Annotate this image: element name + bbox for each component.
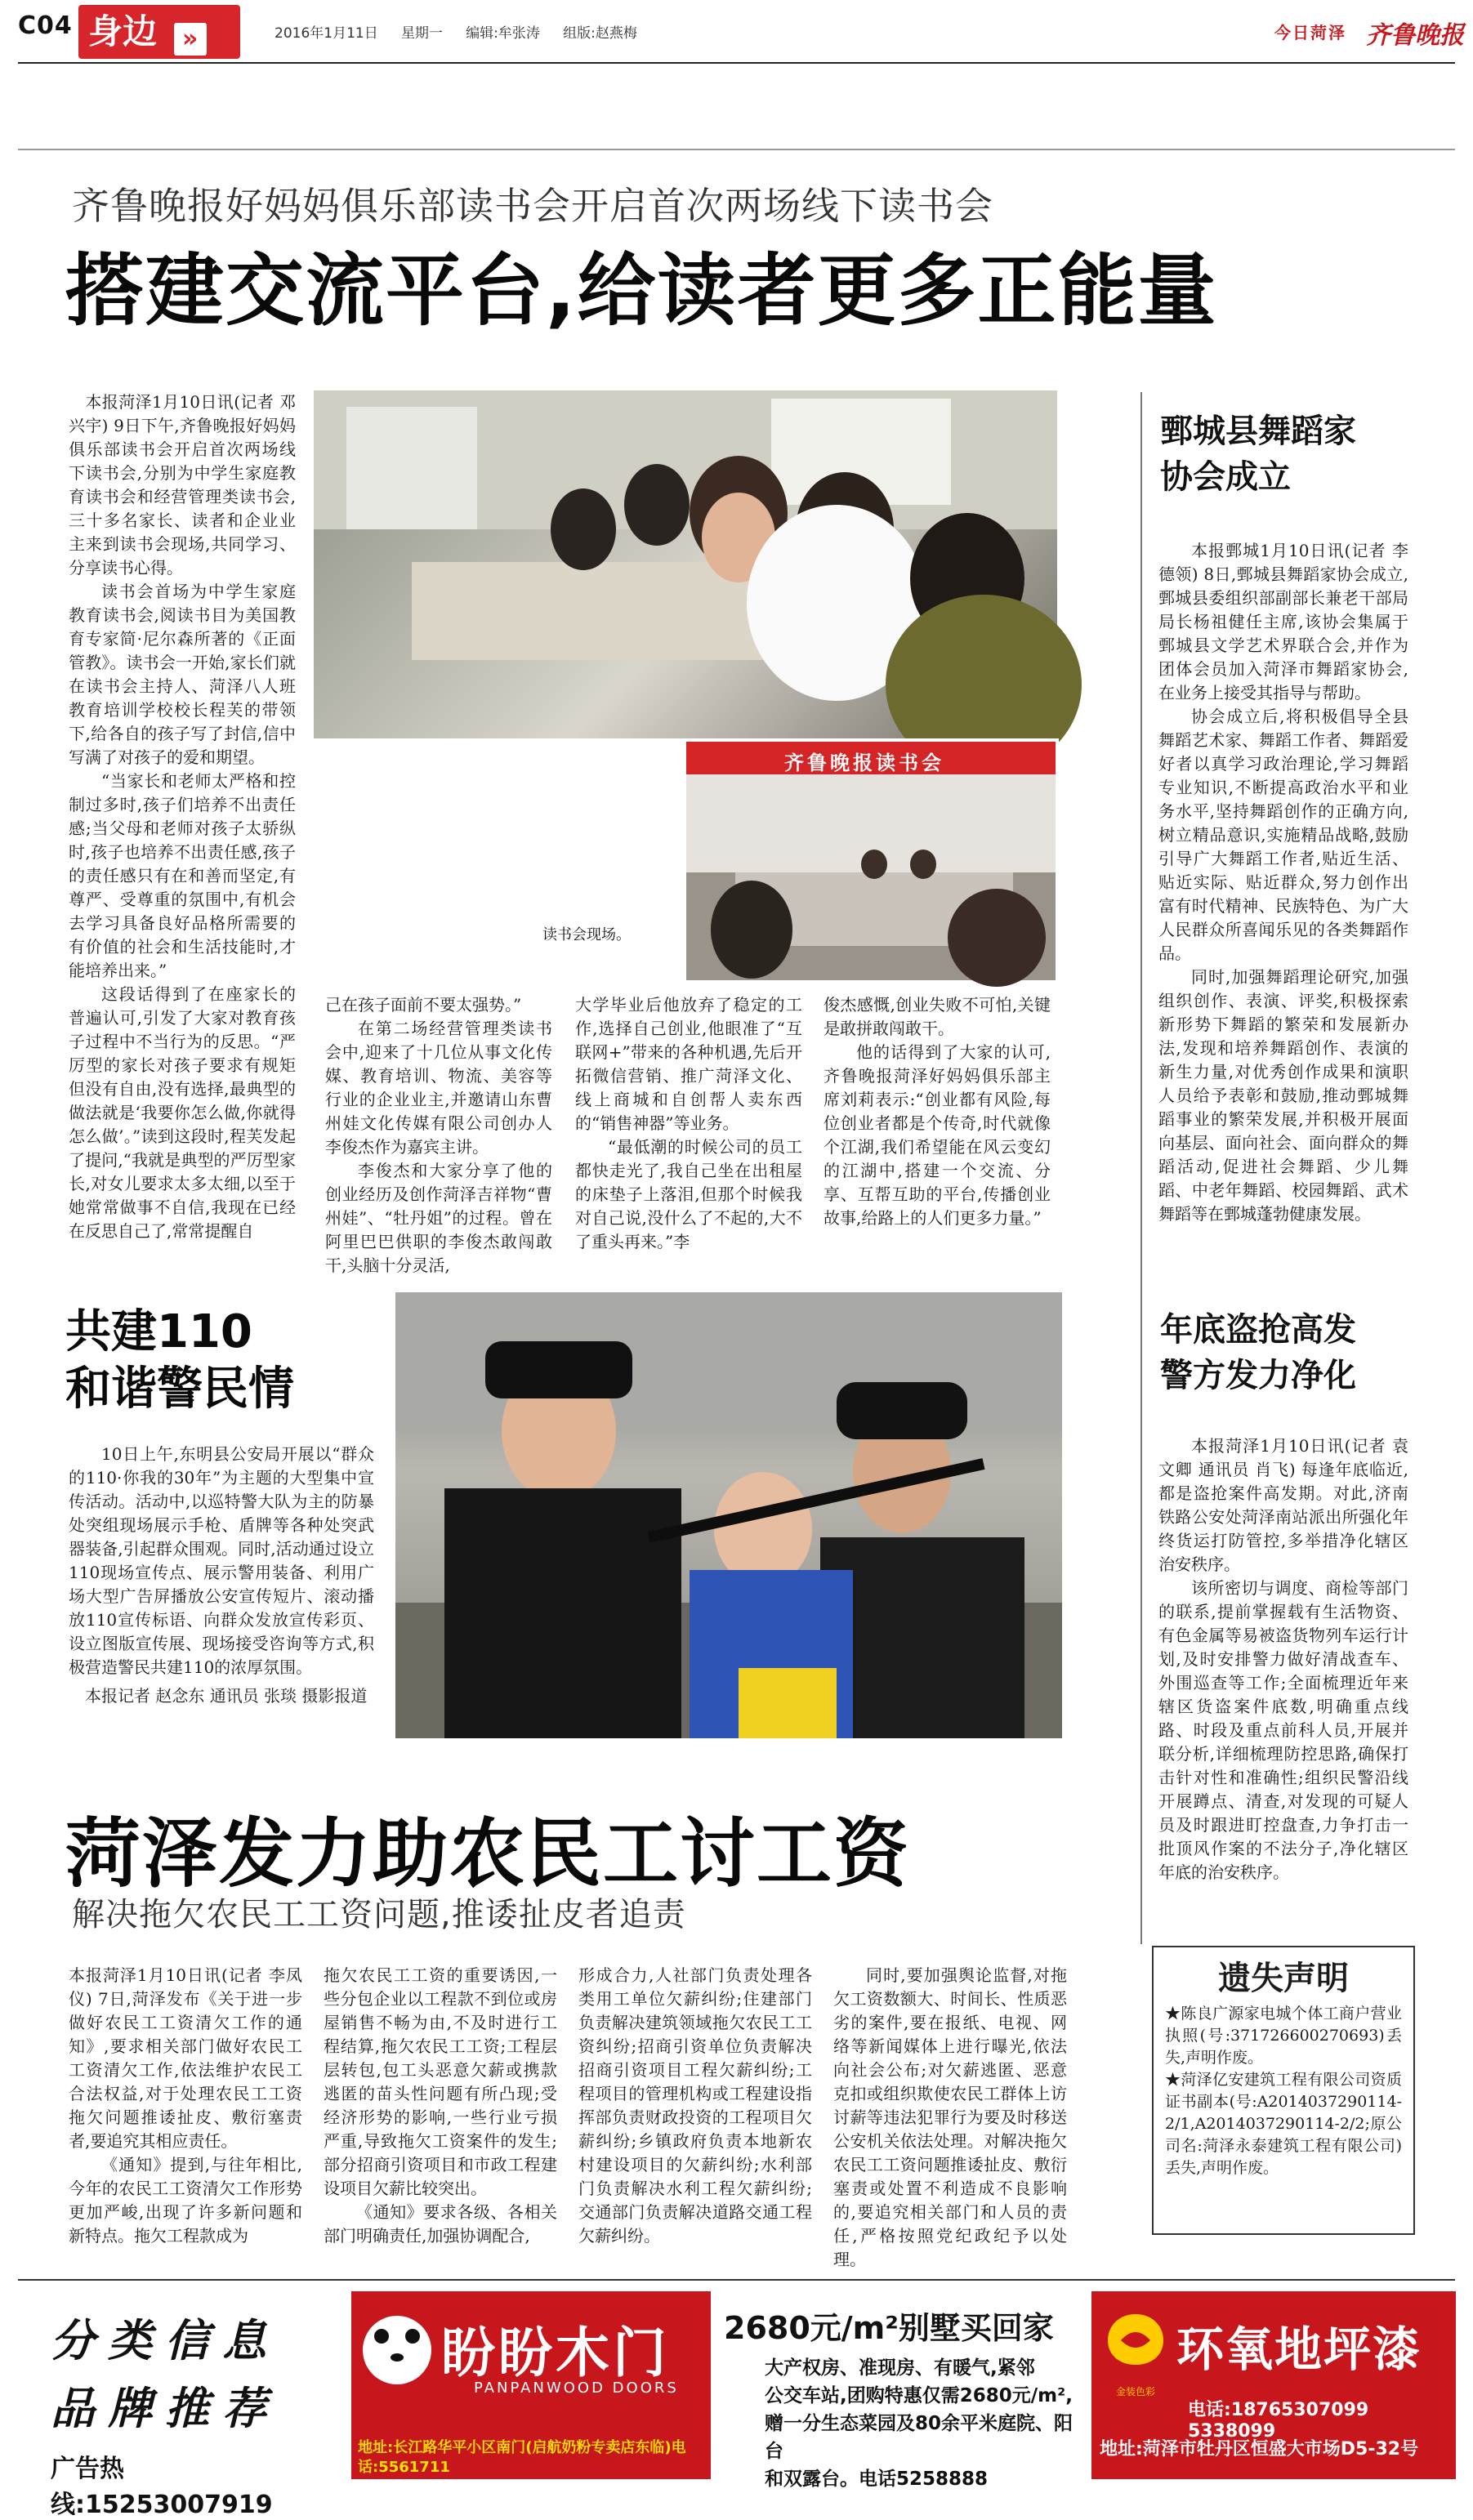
- lead-paragraph: 这段话得到了在座家长的普遍认可,引发了大家对教育孩子过程中不当行为的反思。“严厉型的家长对孩子要求有规矩但没有自由,没有选择,最典型的做法就是‘我要你怎么做,你就得怎么做’。”读到这段时,程芙发起了提问,“我就是典型的严厉型家长,对女儿要求太多太细,以至于她常常做事不自信,我现在已经在反思自己了,常常提醒自: [69, 984, 296, 1241]
- theft-headline: 年底盗抢高发 警方发力净化: [1160, 1311, 1356, 1394]
- reading-club-inset-art: [686, 742, 1056, 980]
- edition-name: 今日菏泽: [1274, 23, 1346, 42]
- masthead-meta: 2016年1月11日 星期一 编辑:牟张涛 组版:赵燕梅: [275, 25, 637, 42]
- dance-body: 本报鄄城1月10日讯(记者 李德领) 8日,鄄城县舞蹈家协会成立,鄄城县委组织部副部长兼老干部局局长杨祖健任主席,该协会集属于鄄城县文学艺术界联合会,并作为团体会员加入菏泽市舞蹈家协会,在业务上接受其指导与帮助。 协会成立后,将积极倡导全县舞蹈艺术家、舞蹈工作者、舞蹈爱好者以真学习政治理论,学习舞蹈专业知识,不断提高政治水平和业务水平,坚持舞蹈创作的正确方向,树立精品意识,实施精品战略,鼓励引导广大舞蹈工作者,贴近生活、贴近实际、贴近群众,努力创作出富有时代精神、民族特色、为广大人民群众所喜闻乐见的各类舞蹈作品。 同时,加强舞蹈理论研究,加强组织创作、表演、评奖,积极探索新形势下舞蹈的繁荣和发展新办法,发现和培养舞蹈创作、表演的新生力量,对优秀创作成果和演职人员给予表彰和鼓励,推动鄄城舞蹈事业的繁荣发展,并积极开展面向基层、面向社会、面向群众的舞蹈活动,促进社会舞蹈、少儿舞蹈、中老年舞蹈、校园舞蹈、武术舞蹈等在鄄城蓬勃健康发展。: [1158, 541, 1408, 1224]
- lead-paragraph: “当家长和老师太严格和控制过多时,孩子们培养不出责任感;当父母和老师对孩子太骄纵时,孩子也培养不出责任感,孩子的责任感只有在和善而坚定,有尊严、受尊重的氛围中,有机会去学习具备良好品格所需要的有价值的社会和生活技能时,才能培养出来。”: [69, 771, 296, 980]
- ad-classified[interactable]: [18, 2291, 345, 2519]
- paper-logo: 齐鲁晚报: [1366, 21, 1464, 50]
- police-headline: 共建110 和谐警民情: [65, 1305, 294, 1416]
- lead-paragraph: 读书会首场为中学生家庭教育读书会,阅读书目为美国教育专家简·尼尔森所著的《正面管教》。读书会一开始,家长们就在读书会主持人、菏泽八人班教育培训学校校长程芙的带领下,给各自的孩子写了封信,信中写满了对孩子的爱和期望。: [69, 582, 296, 767]
- lead-headline: 搭建交流平台,给读者更多正能量: [65, 245, 1218, 337]
- section-title: 身边: [88, 11, 158, 51]
- lead-kicker: 齐鲁晚报好妈妈俱乐部读书会开启首次两场线下读书会: [72, 184, 993, 228]
- wage-headline: 菏泽发力助农民工讨工资: [65, 1810, 911, 1898]
- ad-panpan-brand-en: PANPANWOOD DOORS: [474, 2380, 679, 2397]
- ad-hotline: 广告热线:15253007919: [51, 2455, 273, 2519]
- dance-headline: 鄄城县舞蹈家 协会成立: [1160, 413, 1356, 496]
- wage-column-4: 同时,要加强舆论监督,对拖欠工资数额大、时间长、性质恶劣的案件,要在报纸、电视、网络等新闻媒体上进行曝光,依法向社会公布;对欠薪逃匿、恶意克扣或组织欺使农民工群体上访讨薪等违法犯罪行为要及时移送公安机关依法处理。对解决拖欠农民工工资问题推诿扯皮、敷衍塞责或处置不利造成不良影响的,要追究相关部门和人员的责任,严格按照党纪政纪予以处理。: [833, 1965, 1067, 2269]
- lost-notice-item: ★菏泽亿安建筑工程有限公司资质证书副本(号:A2014037290114-2/1,A2014037290114-2/2;原公司名:菏泽永泰建筑工程有限公司)丢失,声明作废。: [1165, 2071, 1402, 2177]
- ad-villa-line: 公交车站,团购特惠仅需2680元/m²,: [765, 2385, 1073, 2406]
- ad-panpan-brand: 盼盼木门: [441, 2322, 670, 2384]
- ad-villa-price: 2680元/m²别墅买回家: [724, 2310, 1054, 2346]
- wage-subhead: 解决拖欠农民工工资问题,推诿扯皮者追责: [72, 1896, 686, 1933]
- right-column-rule: [1140, 392, 1142, 1944]
- masthead-rule-thin: [18, 149, 1455, 150]
- panda-logo-icon: [363, 2316, 431, 2384]
- lead-column-3: 大学毕业后他放弃了稳定的工作,选择自己创业,他眼准了“互联网+”带来的各种机遇,先后开拓微信营销、推广菏泽文化、线上商城和自创帮人卖东西的“销售神器”等业务。 “最低潮的时候公司的员工都快走光了,我自己坐在出租屋的床垫子上落泪,但那个时候我对自己说,没什么了不起的,大不了重头再来。”李: [575, 995, 802, 1251]
- wage-column-1: 本报菏泽1月10日讯(记者 李凤仪) 7日,菏泽发布《关于进一步做好农民工工资清欠工作的通知》,要求相关部门做好农民工工资清欠工作,依法维护农民工合法权益,对于处理农民工工资拖欠问题推诿扯皮、敷衍塞责者,要追究其相应责任。 《通知》提到,与往年相比,今年的农民工工资清欠工作形势更加严峻,出现了许多新问题和新特点。拖欠工程款成为: [69, 1965, 302, 2246]
- ad-epoxy-floor[interactable]: [1091, 2291, 1456, 2479]
- lead-column-4: 俊杰感慨,创业失败不可怕,关键是敢拼敢闯敢干。 他的话得到了大家的认可,齐鲁晚报菏泽好妈妈俱乐部主席刘莉表示:“创业都有风险,每位创业者都是个传奇,时代就像个江湖,我们希望能在风云变幻的江湖中,搭建一个交流、分享、互帮互助的平台,传播创业故事,给路上的人们更多力量。”: [824, 995, 1051, 1228]
- ad-villa[interactable]: [719, 2291, 1083, 2490]
- page-number: C04: [18, 11, 73, 40]
- ad-villa-line: 赠一分生态菜园及80余平米庭院、阳台: [765, 2413, 1074, 2462]
- ad-epoxy-title: 环氧地坪漆: [1176, 2322, 1422, 2377]
- theft-body: 本报菏泽1月10日讯(记者 袁文卿 通讯员 肖飞) 每逢年底临近,都是盗抢案件高发期。对此,济南铁路公安处菏泽南站派出所强化年终货运打防管控,多举措净化辖区治安秩序。 该所密切与调度、商检等部门的联系,提前掌握载有生活物资、有色金属等易被盗货物列车运行计划,及时安排警力做好清战查车、外围巡查等工作;全面梳理近年来辖区货盗案件底数,明确重点线路、时段及重点前科人员,开展并联分析,详细梳理防控思路,确保打击针对性和准确性;组织民警沿线开展蹲点、清查,对发现的可疑人员及时跟进盯控盘查,力争打击一批顶风作案的不法分子,净化辖区年底的治安秩序。: [1158, 1436, 1408, 1882]
- ad-classified-line1: 分类信息: [51, 2314, 279, 2366]
- lost-notice-item: ★陈良广源家电城个体工商户营业执照(号:371726600270693)丢失,声明作废。: [1165, 2005, 1402, 2067]
- ad-panpan-doors[interactable]: [351, 2291, 711, 2479]
- ad-panpan-address: 地址:长江路华平小区南门(启航奶粉专卖店东临)电话:5561711: [358, 2439, 686, 2476]
- wage-column-3: 形成合力,人社部门负责处理各类用工单位欠薪纠纷;住建部门负责解决建筑领域拖欠农民工工资纠纷;招商引资单位负责解决招商引资项目工程欠薪纠纷;工程项目的管理机构或工程建设指挥部负责财政投资的工程项目欠薪纠纷;乡镇政府负责本地新农村建设项目的欠薪纠纷;水利部门负责解决水利工程欠薪纠纷;交通部门负责解决道路交通工程欠薪纠纷。: [578, 1965, 812, 2246]
- reading-club-photo: [314, 390, 1057, 738]
- ad-epoxy-address: 地址:菏泽市牡丹区恒盛大市场D5-32号: [1100, 2439, 1419, 2460]
- police-byline: 本报记者 赵念东 通讯员 张琰 摄影报道: [85, 1686, 368, 1706]
- paint-logo-icon: [1103, 2308, 1168, 2397]
- ad-epoxy-tel: 电话:18765307099 5338099: [1188, 2400, 1369, 2442]
- police-body: 10日上午,东明县公安局开展以“群众的110·你我的30年”为主题的大型集中宣传活动。活动中,以巡特警大队为主的防暴处突组现场展示手枪、盾牌等各种处突武器装备,引起群众围观。同时,活动通过设立110现场宣传点、展示警用装备、利用广场大型广告屏播放公安宣传短片、滚动播放110宣传标语、向群众发放宣传彩页、设立图版宣传展、现场接受咨询等方式,积极营造警民共建110的浓厚氛围。: [69, 1444, 374, 1677]
- lost-notice-title: 遗失声明: [1218, 1960, 1349, 1997]
- lost-notice-box: [1152, 1946, 1415, 2235]
- lead-column-2: 己在孩子面前不要太强势。” 在第二场经营管理类读书会中,迎来了十几位从事文化传媒、教育培训、物流、美容等行业的企业业主,并邀请山东曹州娃文化传媒有限公司创办人李俊杰作为嘉宾主讲。 李俊杰和大家分享了他的创业经历及创作菏泽吉祥物“曹州娃”、“牡丹姐”的过程。曾在阿里巴巴供职的李俊杰敢闯敢干,头脑十分灵活,: [325, 995, 552, 1275]
- ad-villa-line: 大产权房、准现房、有暖气,紧邻: [765, 2357, 1035, 2379]
- ad-villa-line: 和双露台。电话5258888: [765, 2469, 989, 2490]
- lead-paragraph: 本报菏泽1月10日讯(记者 邓兴宇) 9日下午,齐鲁晚报好妈妈俱乐部读书会开启首次两场线下读书会,分别为中学生家庭教育读书会和经营管理类读书会,三十多名家长、读者和企业业主来到读书会现场,共同学习、分享读书心得。: [69, 392, 296, 578]
- police-photo: [395, 1292, 1062, 1738]
- double-chevron-icon: »: [174, 23, 207, 56]
- reading-club-inset-photo: [683, 738, 1059, 983]
- ad-divider: [18, 2279, 1455, 2281]
- ad-classified-line2: 品牌推荐: [51, 2382, 279, 2434]
- paint-logo-text: 金装色彩: [1115, 2386, 1155, 2397]
- photo-caption: 读书会现场。: [542, 926, 631, 943]
- police-photo-art: [395, 1292, 1062, 1738]
- section-tag: [78, 5, 240, 59]
- masthead-rule: [18, 62, 1455, 64]
- banner-text: 齐鲁晚报读书会: [784, 752, 944, 774]
- wage-column-2: 拖欠农民工工资的重要诱因,一些分包企业以工程款不到位或房屋销售不畅为由,不及时进行工程结算,拖欠农民工工资;工程层层转包,包工头恶意欠薪或携款逃匿的苗头性问题有所凸现;受经济形势的影响,一些行业亏损严重,导致拖欠工资案件的发生;部分招商引资项目和市政工程建设项目欠薪比较突出。 《通知》要求各级、各相关部门明确责任,加强协调配合,: [324, 1965, 557, 2246]
- reading-club-photo-art: [314, 390, 1057, 738]
